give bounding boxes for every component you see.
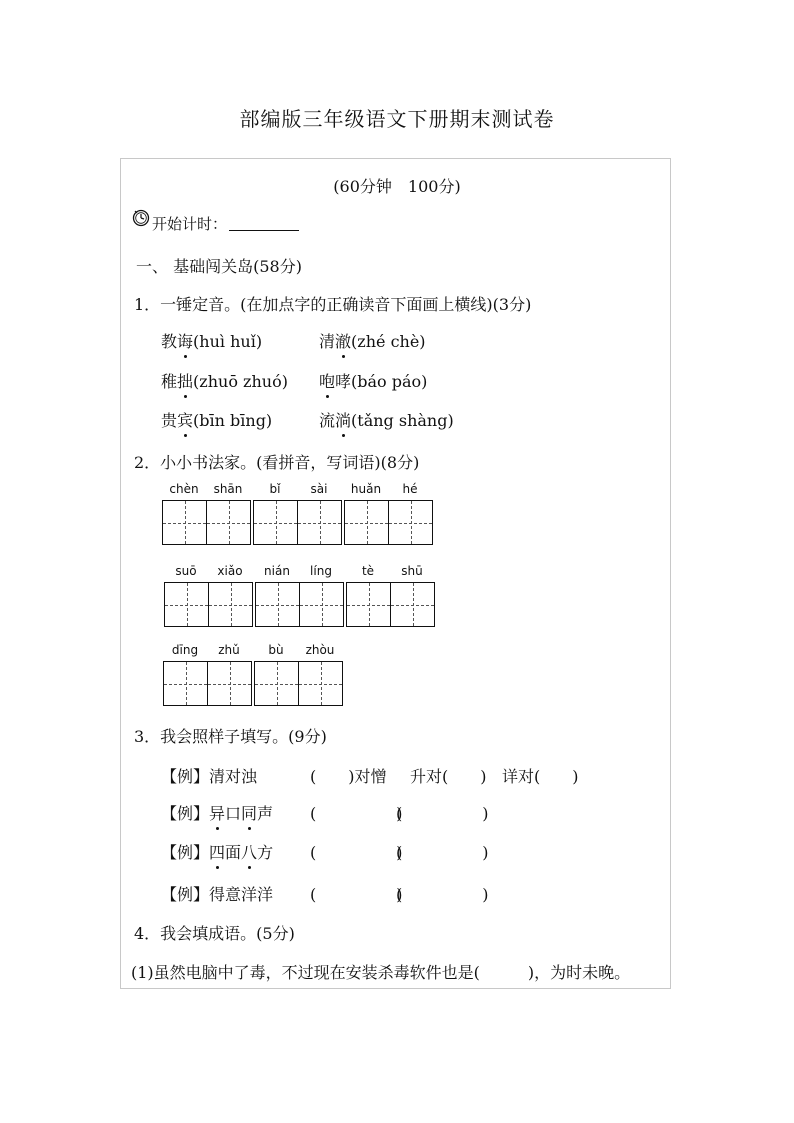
writing-cell[interactable] [256,583,300,626]
word-group: tè shū [346,564,435,627]
q3-row2-answer-b[interactable]: ( ) [396,804,489,823]
word-group: dīng zhǔ [163,643,252,706]
q3-row4-example: 【例】得意洋洋 [161,885,274,904]
q2-heading: 2．小小书法家。(看拼音，写词语)(8分) [134,453,420,472]
q1-item-3: 稚拙(zhuō zhuó) [161,369,288,392]
q3-row1-answer-a[interactable]: ( )对憎 [310,767,387,786]
page-title: 部编版三年级语文下册期末测试卷 [239,107,555,131]
q2-grid-row-1 [162,482,433,545]
q2-grid-row-2 [164,564,435,627]
word-group: bǐ sài [253,482,342,545]
start-timer-blank[interactable] [229,214,299,231]
start-timer [152,213,299,234]
q4-item-1: (1)虽然电脑中了毒，不过现在安装杀毒软件也是( )，为时未晚。 [131,963,631,982]
q2-grid-row-3 [163,643,343,706]
word-group: huǎn hé [344,482,433,545]
q3-row2-answer-a[interactable]: ( ) [310,804,403,823]
q1-item-4: 咆哮(báo páo) [319,369,427,392]
writing-cell[interactable] [347,583,391,626]
q3-row3-answer-b[interactable]: ( ) [396,843,489,862]
q1-item-5: 贵宾(bīn bīng) [161,408,272,431]
writing-cell[interactable] [298,501,341,544]
writing-cell[interactable] [209,583,252,626]
section-1-heading: 一、 基础闯关岛(58分) [136,257,302,276]
writing-cell[interactable] [165,583,209,626]
q3-row3-example: 【例】四面八方 [161,840,273,863]
start-timer-label: 开始计时： [152,215,228,233]
writing-cell[interactable] [208,662,251,705]
clock-icon [132,209,150,227]
writing-cell[interactable] [299,662,342,705]
q4-heading: 4．我会填成语。(5分) [134,924,295,943]
q1-heading: 1．一锤定音。(在加点字的正确读音下面画上横线)(3分) [134,295,532,314]
writing-cell[interactable] [389,501,432,544]
writing-cell[interactable] [163,501,207,544]
q3-row2-example: 【例】异口同声 [161,801,273,824]
q3-row3-answer-a[interactable]: ( ) [310,843,403,862]
writing-cell[interactable] [207,501,250,544]
q3-row1-answer-b[interactable]: 升对( ) [410,767,487,786]
q3-heading: 3．我会照样子填写。(9分) [134,727,327,746]
writing-cell[interactable] [391,583,434,626]
q1-item-1: 教诲(huì huǐ) [161,329,262,352]
word-group: nián líng [255,564,344,627]
writing-cell[interactable] [255,662,299,705]
time-info: (60分钟 100分) [333,177,461,196]
writing-cell[interactable] [345,501,389,544]
writing-cell[interactable] [164,662,208,705]
q3-row1-answer-c[interactable]: 详对( ) [502,767,579,786]
writing-cell[interactable] [254,501,298,544]
q1-item-6: 流淌(tǎng shàng) [319,408,454,431]
q3-row4-answer-b[interactable]: ( ) [396,885,489,904]
writing-cell[interactable] [300,583,343,626]
q3-row1-example: 【例】清对浊 [161,767,258,786]
word-group: chèn shān [162,482,251,545]
word-group: bù zhòu [254,643,343,706]
word-group: suō xiǎo [164,564,253,627]
q1-item-2: 清澈(zhé chè) [319,329,426,352]
q3-row4-answer-a[interactable]: ( ) [310,885,403,904]
